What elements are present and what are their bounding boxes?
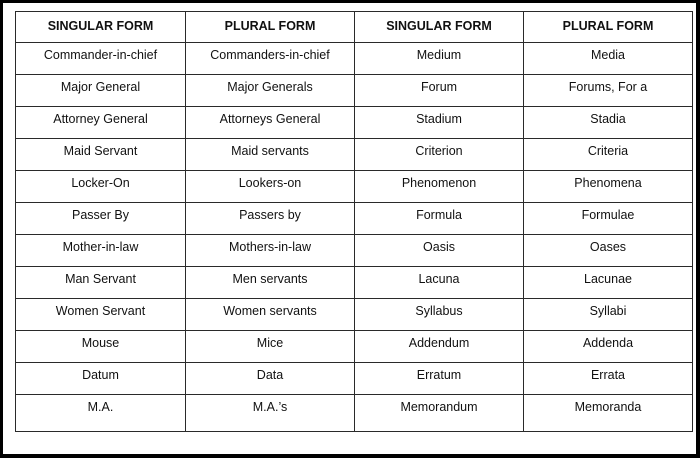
header-singular-form: SINGULAR FORM: [355, 12, 524, 43]
header-plural-form: PLURAL FORM: [524, 12, 693, 43]
table-cell: Mouse: [16, 331, 186, 363]
table-cell: Locker-On: [16, 171, 186, 203]
table-cell: Attorney General: [16, 107, 186, 139]
table-cell: Commanders-in-chief: [186, 43, 355, 75]
table-cell: Lacunae: [524, 267, 693, 299]
table-row: [16, 75, 693, 107]
table-cell: M.A.: [16, 395, 186, 432]
table-cell: Erratum: [355, 363, 524, 395]
table-cell: Major Generals: [186, 75, 355, 107]
table-cell: Women Servant: [16, 299, 186, 331]
table-row: [16, 43, 693, 75]
table-cell: Major General: [16, 75, 186, 107]
table-cell: Errata: [524, 363, 693, 395]
table-cell: Formula: [355, 203, 524, 235]
table-row: [16, 395, 693, 432]
table-cell: Attorneys General: [186, 107, 355, 139]
table-row: [16, 139, 693, 171]
table-cell: Mother-in-law: [16, 235, 186, 267]
table-cell: M.A.’s: [186, 395, 355, 432]
table-cell: Datum: [16, 363, 186, 395]
table-row: [16, 107, 693, 139]
table-cell: Oases: [524, 235, 693, 267]
table-cell: Passers by: [186, 203, 355, 235]
table-row: [16, 363, 693, 395]
table-cell: Man Servant: [16, 267, 186, 299]
table-cell: Syllabus: [355, 299, 524, 331]
table-cell: Syllabi: [524, 299, 693, 331]
table-cell: Forums, For a: [524, 75, 693, 107]
table-cell: Commander-in-chief: [16, 43, 186, 75]
table-cell: Phenomena: [524, 171, 693, 203]
table-row: [16, 235, 693, 267]
table-row: [16, 171, 693, 203]
table-cell: Memoranda: [524, 395, 693, 432]
table-cell: Addendum: [355, 331, 524, 363]
header-row: [16, 12, 693, 43]
table-cell: Data: [186, 363, 355, 395]
table-cell: Lookers-on: [186, 171, 355, 203]
table-cell: Stadium: [355, 107, 524, 139]
table-cell: Addenda: [524, 331, 693, 363]
table-row: [16, 203, 693, 235]
table-cell: Formulae: [524, 203, 693, 235]
table-cell: Memorandum: [355, 395, 524, 432]
table-cell: Media: [524, 43, 693, 75]
table-row: [16, 267, 693, 299]
table-cell: Criteria: [524, 139, 693, 171]
table-cell: Lacuna: [355, 267, 524, 299]
table-row: [16, 299, 693, 331]
table-cell: Criterion: [355, 139, 524, 171]
table-cell: Oasis: [355, 235, 524, 267]
table-cell: Women servants: [186, 299, 355, 331]
table-cell: Stadia: [524, 107, 693, 139]
table-cell: Medium: [355, 43, 524, 75]
singular-plural-table: [15, 11, 693, 432]
table-cell: Passer By: [16, 203, 186, 235]
table-cell: Men servants: [186, 267, 355, 299]
table-cell: Forum: [355, 75, 524, 107]
header-singular-form: SINGULAR FORM: [16, 12, 186, 43]
header-plural-form: PLURAL FORM: [186, 12, 355, 43]
table-cell: Mice: [186, 331, 355, 363]
table-cell: Phenomenon: [355, 171, 524, 203]
table-row: [16, 331, 693, 363]
table-cell: Maid Servant: [16, 139, 186, 171]
table-cell: Maid servants: [186, 139, 355, 171]
table-cell: Mothers-in-law: [186, 235, 355, 267]
